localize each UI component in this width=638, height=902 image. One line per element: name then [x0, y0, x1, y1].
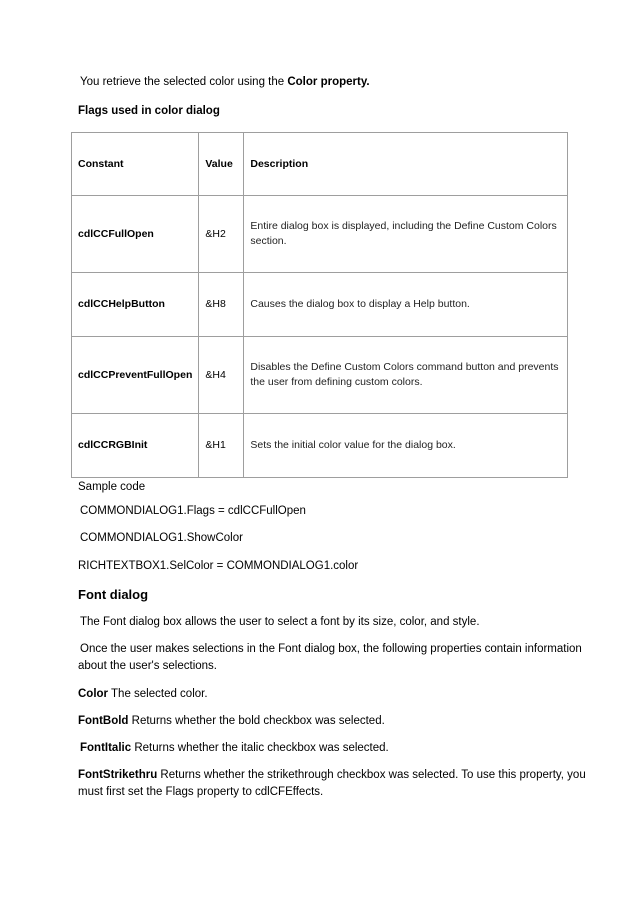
row-value: &H4 [199, 337, 244, 414]
property-name: FontItalic [80, 742, 132, 754]
property-fontstrikethru [78, 767, 586, 784]
row-description: Sets the initial color value for the dialog box. [244, 414, 568, 478]
property-fontstrikethru-continued: must first set the Flags property to cdlCFEffects. [78, 786, 324, 798]
table-row [72, 196, 568, 273]
property-name: Color [78, 688, 109, 700]
font-dialog-heading: Font dialog [78, 587, 149, 602]
row-constant: cdlCCRGBInit [72, 414, 199, 478]
property-fontitalic [80, 740, 389, 757]
row-description: Entire dialog box is displayed, including the Define Custom Colors section. [244, 196, 568, 273]
intro-paragraph [80, 74, 370, 91]
code-line: COMMONDIALOG1.Flags = cdlCCFullOpen [80, 505, 306, 517]
intro-text: You retrieve the selected color using the [80, 76, 288, 88]
font-dialog-paragraph: about the user's selections. [78, 660, 217, 672]
table-row [72, 337, 568, 414]
property-name: FontBold [78, 715, 129, 727]
header-constant: Constant [72, 133, 199, 196]
property-name: FontStrikethru [78, 769, 158, 781]
font-dialog-paragraph: Once the user makes selections in the Font dialog box, the following properties contain information [80, 643, 582, 655]
row-description: Disables the Define Custom Colors command button and prevents the user from defining custom colors. [244, 337, 568, 414]
code-line: COMMONDIALOG1.ShowColor [80, 532, 243, 544]
sample-code-label: Sample code [78, 481, 146, 493]
property-text: Returns whether the strikethrough checkbox was selected. To use this property, you [157, 769, 586, 781]
code-line: RICHTEXTBOX1.SelColor = COMMONDIALOG1.color [78, 560, 359, 572]
table-header-row [72, 133, 568, 196]
property-text: Returns whether the italic checkbox was selected. [131, 742, 389, 754]
property-text: Returns whether the bold checkbox was selected. [128, 715, 385, 727]
row-value: &H2 [199, 196, 244, 273]
row-description: Causes the dialog box to display a Help button. [244, 273, 568, 337]
row-value: &H1 [199, 414, 244, 478]
row-constant: cdlCCHelpButton [72, 273, 199, 337]
table-row [72, 414, 568, 478]
property-color [78, 686, 208, 703]
property-fontbold [78, 713, 385, 730]
row-value: &H8 [199, 273, 244, 337]
flags-table [71, 132, 568, 478]
row-constant: cdlCCFullOpen [72, 196, 199, 273]
row-constant: cdlCCPreventFullOpen [72, 337, 199, 414]
table-row [72, 273, 568, 337]
intro-bold: Color property. [287, 76, 370, 88]
font-dialog-paragraph: The Font dialog box allows the user to select a font by its size, color, and style. [80, 616, 480, 628]
flags-heading: Flags used in color dialog [78, 105, 220, 117]
header-description: Description [244, 133, 568, 196]
property-text: The selected color. [108, 688, 208, 700]
header-value: Value [199, 133, 244, 196]
